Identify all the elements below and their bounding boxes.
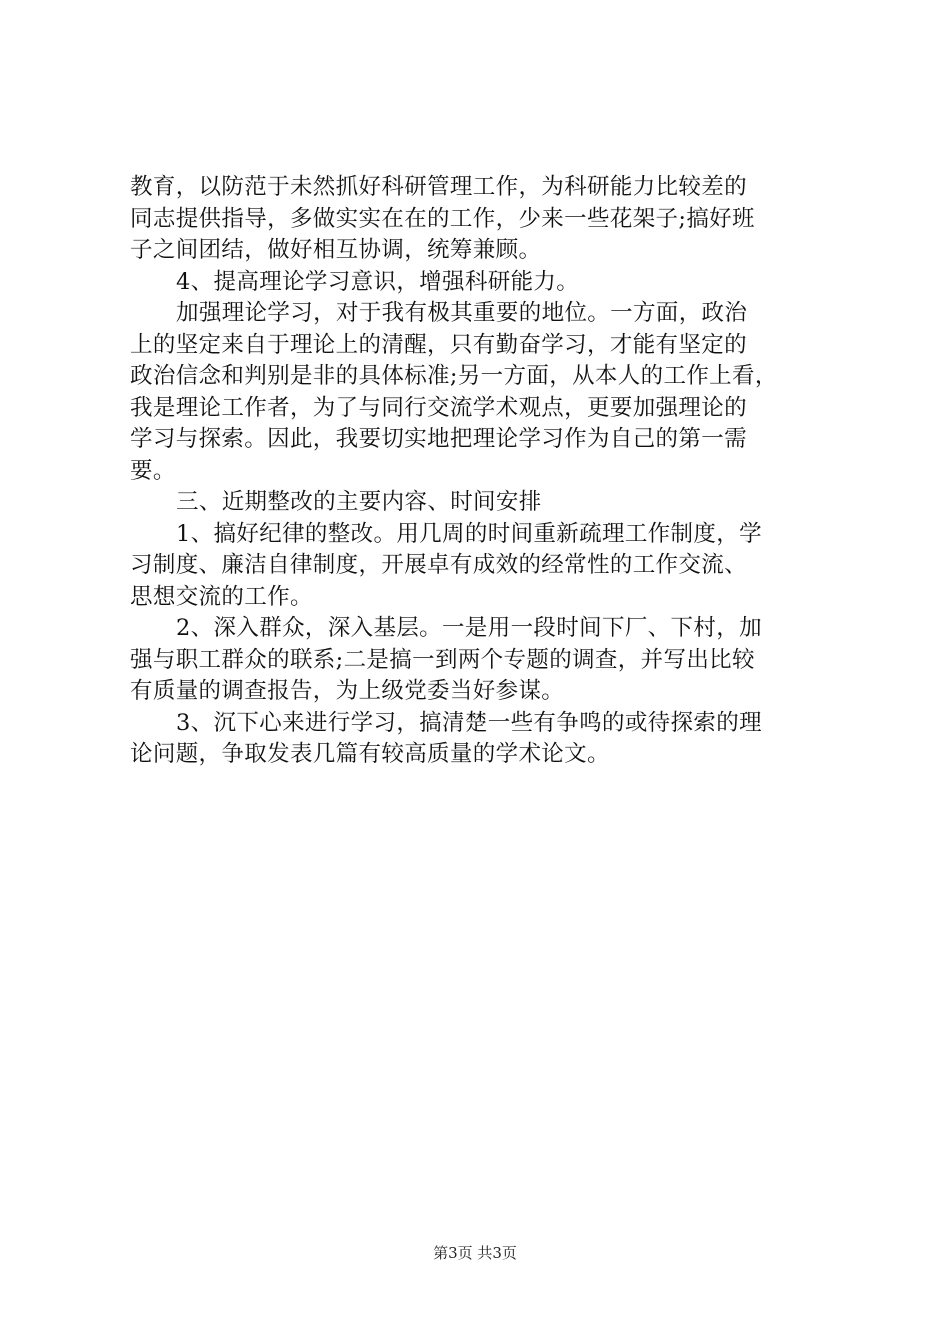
text-line: 加强理论学习，对于我有极其重要的地位。一方面，政治 — [176, 300, 748, 326]
text-line: 2、深入群众，深入基层。一是用一段时间下厂、下村，加 — [176, 615, 762, 641]
text-line: 教育，以防范于未然抓好科研管理工作，为科研能力比较差的 — [130, 174, 747, 200]
text-line: 上的坚定来自于理论上的清醒，只有勤奋学习，才能有坚定的 — [130, 331, 747, 358]
text-line: 我是理论工作者，为了与同行交流学术观点，更要加强理论的 — [130, 394, 747, 421]
page-number-footer: 第3页 共3页 — [433, 1244, 517, 1262]
text-line: 要。 — [130, 457, 176, 484]
text-line: 思想交流的工作。 — [130, 583, 313, 610]
text-line: 子之间团结，做好相互协调，统筹兼顾。 — [130, 237, 542, 263]
section-heading: 三、近期整改的主要内容、时间安排 — [176, 489, 542, 515]
document-body — [130, 172, 830, 771]
text-line: 同志提供指导，多做实实在在的工作，少来一些花架子;搞好班 — [130, 205, 755, 232]
text-line: 1、搞好纪律的整改。用几周的时间重新疏理工作制度，学 — [176, 520, 762, 547]
text-line: 强与职工群众的联系;二是搞一到两个专题的调查，并写出比较 — [130, 646, 755, 673]
text-line: 政治信念和判别是非的具体标准;另一方面，从本人的工作上看， — [130, 363, 778, 389]
text-line: 论问题，争取发表几篇有较高质量的学术论文。 — [130, 741, 610, 767]
text-line: 学习与探索。因此，我要切实地把理论学习作为自己的第一需 — [130, 426, 747, 452]
section-heading: 4、提高理论学习意识，增强科研能力。 — [176, 268, 580, 295]
text-line: 有质量的调查报告，为上级党委当好参谋。 — [130, 678, 565, 704]
text-line: 3、沉下心来进行学习，搞清楚一些有争鸣的或待探索的理 — [176, 709, 762, 736]
text-line: 习制度、廉洁自律制度，开展卓有成效的经常性的工作交流、 — [130, 552, 747, 578]
